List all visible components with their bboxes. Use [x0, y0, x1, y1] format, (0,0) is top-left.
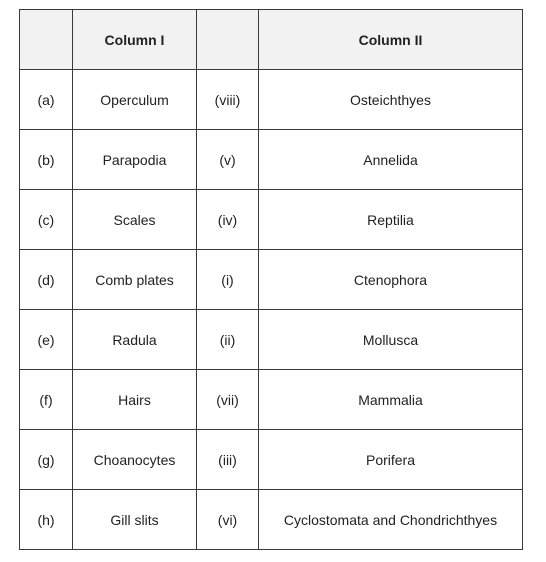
row-label: (c) — [20, 190, 73, 250]
table-row — [20, 130, 523, 190]
column-1-item: Parapodia — [73, 130, 197, 190]
column-2-item: Mammalia — [259, 370, 523, 430]
header-blank-left — [20, 10, 73, 70]
row-label: (h) — [20, 490, 73, 550]
column-1-item: Scales — [73, 190, 197, 250]
match-numeral: (viii) — [197, 70, 259, 130]
table-row — [20, 430, 523, 490]
match-numeral: (v) — [197, 130, 259, 190]
table-row — [20, 490, 523, 550]
column-1-item: Choanocytes — [73, 430, 197, 490]
table-row — [20, 310, 523, 370]
table-row — [20, 190, 523, 250]
match-numeral: (vi) — [197, 490, 259, 550]
match-numeral: (iv) — [197, 190, 259, 250]
match-numeral: (iii) — [197, 430, 259, 490]
column-2-item: Ctenophora — [259, 250, 523, 310]
column-2-item: Cyclostomata and Chondrichthyes — [259, 490, 523, 550]
row-label: (a) — [20, 70, 73, 130]
column-2-item: Mollusca — [259, 310, 523, 370]
column-2-item: Reptilia — [259, 190, 523, 250]
row-label: (f) — [20, 370, 73, 430]
header-column-2: Column II — [259, 10, 523, 70]
column-1-item: Operculum — [73, 70, 197, 130]
column-2-item: Annelida — [259, 130, 523, 190]
match-numeral: (ii) — [197, 310, 259, 370]
row-label: (e) — [20, 310, 73, 370]
header-column-1: Column I — [73, 10, 197, 70]
column-1-item: Radula — [73, 310, 197, 370]
table-row — [20, 250, 523, 310]
row-label: (b) — [20, 130, 73, 190]
header-row — [20, 10, 523, 70]
table-row — [20, 70, 523, 130]
table-row — [20, 370, 523, 430]
column-1-item: Gill slits — [73, 490, 197, 550]
row-label: (g) — [20, 430, 73, 490]
column-1-item: Hairs — [73, 370, 197, 430]
match-table — [19, 9, 523, 550]
match-numeral: (i) — [197, 250, 259, 310]
match-numeral: (vii) — [197, 370, 259, 430]
header-blank-mid — [197, 10, 259, 70]
row-label: (d) — [20, 250, 73, 310]
column-1-item: Comb plates — [73, 250, 197, 310]
column-2-item: Osteichthyes — [259, 70, 523, 130]
column-2-item: Porifera — [259, 430, 523, 490]
